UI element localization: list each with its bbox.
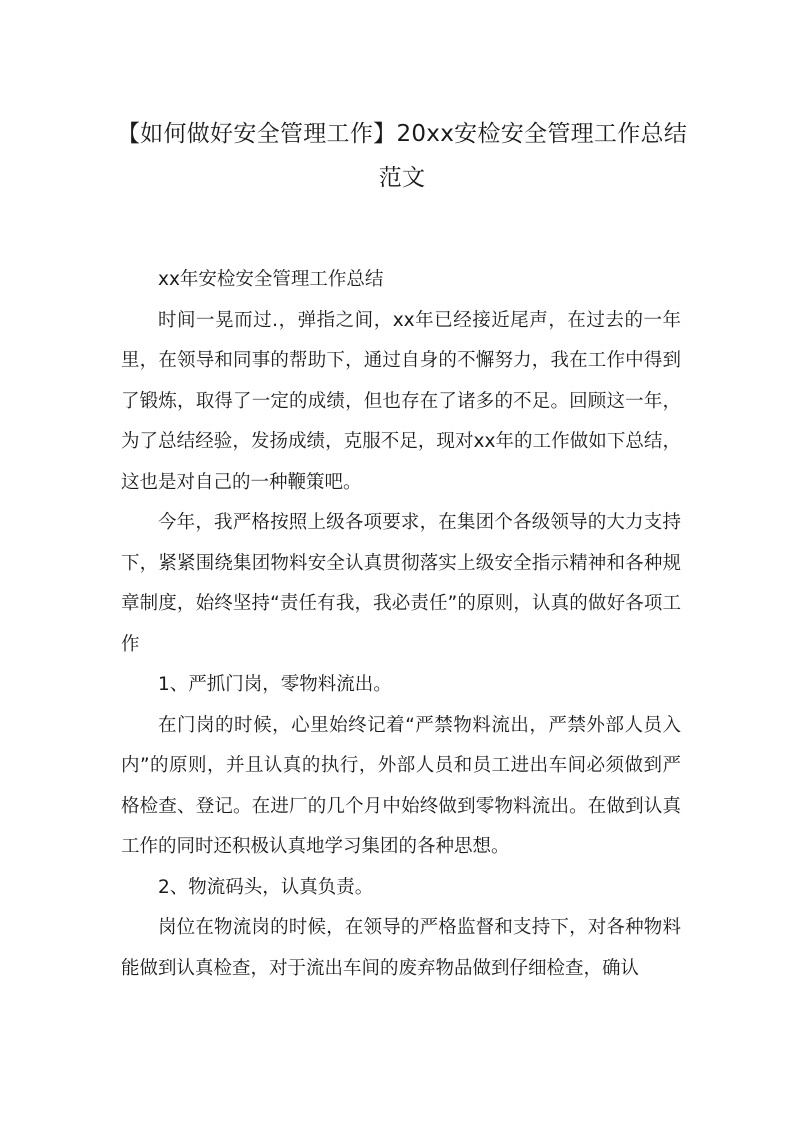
body-paragraph: 在门岗的时候，心里始终记着“严禁物料流出，严禁外部人员入内”的原则，并且认真的执行，外部人员和员工进出车间必须做到严格检查、登记。在进厂的几个月中始终做到零物料流出。在做到认真工作的同时还积极认真地学习集团的各种思想。 bbox=[121, 714, 681, 857]
body-paragraph: 今年，我严格按照上级各项要求，在集团个各级领导的大力支持下，紧紧围绕集团物料安全认真贯彻落实上级安全指示精神和各种规章制度，始终坚持“责任有我，我必责任”的原则，认真的做好各项工作 bbox=[121, 512, 681, 655]
document-body bbox=[121, 260, 681, 989]
numbered-heading: 1、严抓门岗，零物料流出。 bbox=[158, 674, 392, 695]
body-paragraph: 岗位在物流岗的时候，在领导的严格监督和支持下，对各种物料能做到认真检查，对于流出车间的废弃物品做到仔细检查，确认 bbox=[121, 917, 681, 979]
section-heading: xx年安检安全管理工作总结 bbox=[158, 269, 384, 290]
body-paragraph: 时间一晃而过.，弹指之间，xx年已经接近尾声，在过去的一年里，在领导和同事的帮助下，通过自身的不懈努力，我在工作中得到了锻炼，取得了一定的成绩，但也存在了诸多的不足。回顾这一年，为了总结经验，发扬成绩，克服不足，现对xx年的工作做如下总结，这也是对自己的一种鞭策吧。 bbox=[121, 309, 681, 493]
document-title: 【如何做好安全管理工作】20xx安检安全管理工作总结范文 bbox=[116, 121, 688, 191]
numbered-heading: 2、物流码头，认真负责。 bbox=[158, 876, 374, 898]
